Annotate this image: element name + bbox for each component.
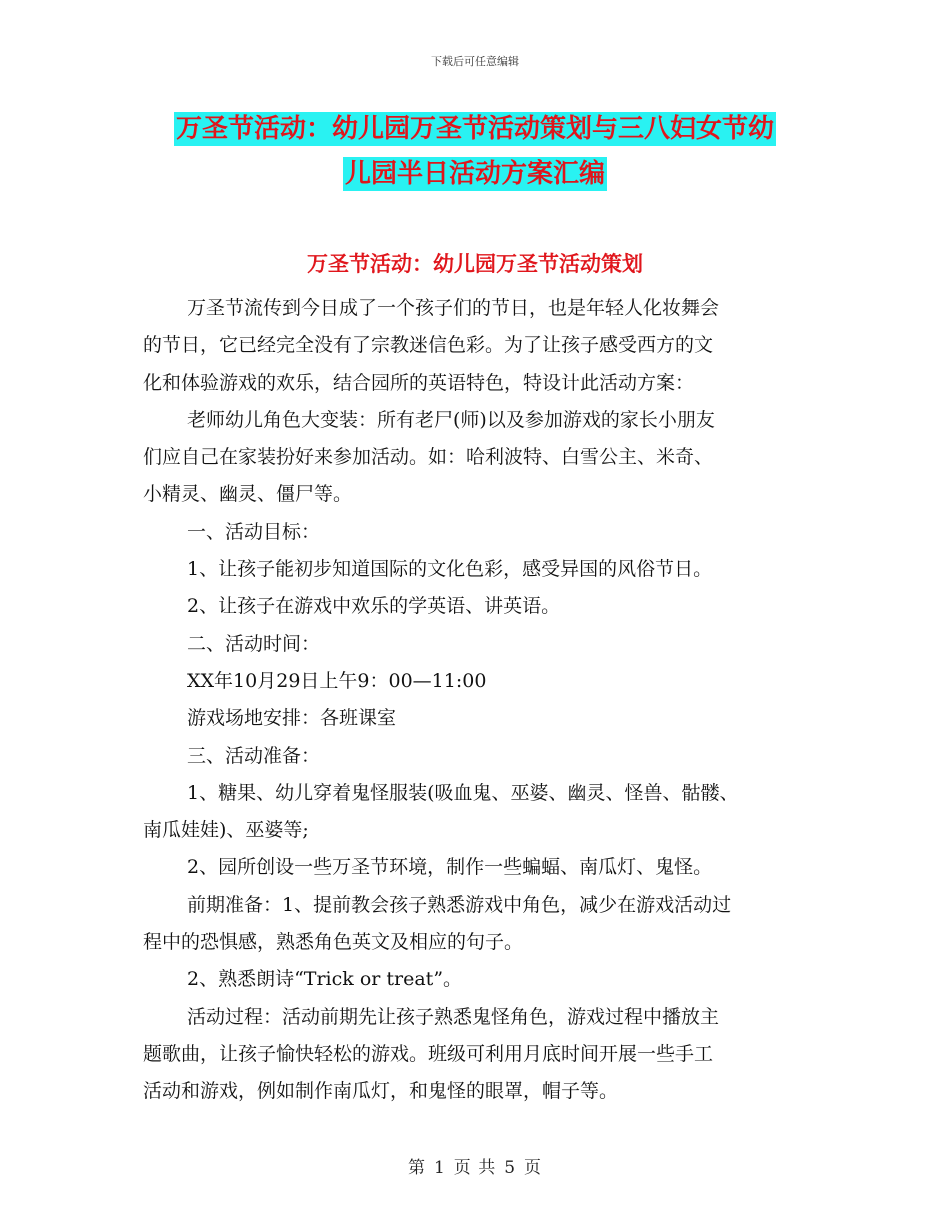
page-footer (0, 1153, 950, 1178)
title-highlight: 儿园半日活动方案汇编 (344, 159, 605, 189)
paragraph-line: 题歌曲，让孩子愉快轻松的游戏。班级可利用月底时间开展一些手工 (143, 1042, 714, 1065)
document-title-line-2 (0, 157, 950, 191)
list-item: 2、熟悉朗诗“Trick or treat”。 (187, 968, 463, 991)
footer-prefix: 第 (407, 1158, 426, 1178)
activity-date: XX年10月29日上午9：00—11:00 (187, 669, 487, 692)
title-highlight: 万圣节活动：幼儿园万圣节活动策划与三八妇女节幼 (175, 114, 774, 144)
paragraph-line: 化和体验游戏的欢乐，结合园所的英语特色，特设计此活动方案： (143, 371, 695, 394)
list-item: 2、园所创设一些万圣节环境，制作一些蝙蝠、南瓜灯、鬼怪。 (187, 856, 713, 879)
list-item-continued: 南瓜娃娃)、巫婆等; (143, 819, 309, 842)
footer-suffix: 页 (524, 1158, 543, 1178)
header-note: 下载后可任意编辑 (431, 55, 519, 68)
paragraph-line: 前期准备：1、提前教会孩子熟悉游戏中角色，减少在游戏活动过 (187, 893, 732, 916)
paragraph-line: 活动过程：活动前期先让孩子熟悉鬼怪角色，游戏过程中播放主 (187, 1005, 720, 1028)
venue-arrangement: 游戏场地安排：各班课室 (187, 707, 397, 730)
paragraph-line: 们应自己在家装扮好来参加活动。如：哈利波特、白雪公主、米奇、 (143, 446, 714, 469)
paragraph-line: 万圣节流传到今日成了一个孩子们的节日，也是年轻人化妆舞会 (187, 297, 720, 319)
heading-time: 二、活动时间： (187, 632, 321, 655)
paragraph-line: 活动和游戏，例如制作南瓜灯，和鬼怪的眼罩，帽子等。 (143, 1080, 619, 1103)
heading-preparation: 三、活动准备： (187, 744, 321, 767)
heading-objectives: 一、活动目标： (187, 520, 321, 543)
total-pages: 5 (504, 1158, 517, 1178)
section-title: 万圣节活动：幼儿园万圣节活动策划 (307, 252, 643, 276)
list-item: 1、糖果、幼儿穿着鬼怪服装(吸血鬼、巫婆、幽灵、怪兽、骷髅、 (187, 781, 739, 804)
list-item: 1、让孩子能初步知道国际的文化色彩，感受异国的风俗节日。 (187, 558, 713, 581)
paragraph-line: 小精灵、幽灵、僵尸等。 (143, 483, 353, 506)
paragraph-line: 老师幼儿角色大变装：所有老尸(师)以及参加游戏的家长小朋友 (187, 408, 715, 431)
footer-mid: 页 共 (453, 1158, 497, 1178)
page-number: 1 (433, 1158, 446, 1178)
paragraph-line: 程中的恐惧感，熟悉角色英文及相应的句子。 (143, 931, 524, 954)
paragraph-line: 的节日，它已经完全没有了宗教迷信色彩。为了让孩子感受西方的文 (143, 334, 714, 357)
list-item: 2、让孩子在游戏中欢乐的学英语、讲英语。 (187, 595, 561, 618)
body-text (143, 290, 808, 1111)
document-title-line-1 (0, 112, 950, 146)
